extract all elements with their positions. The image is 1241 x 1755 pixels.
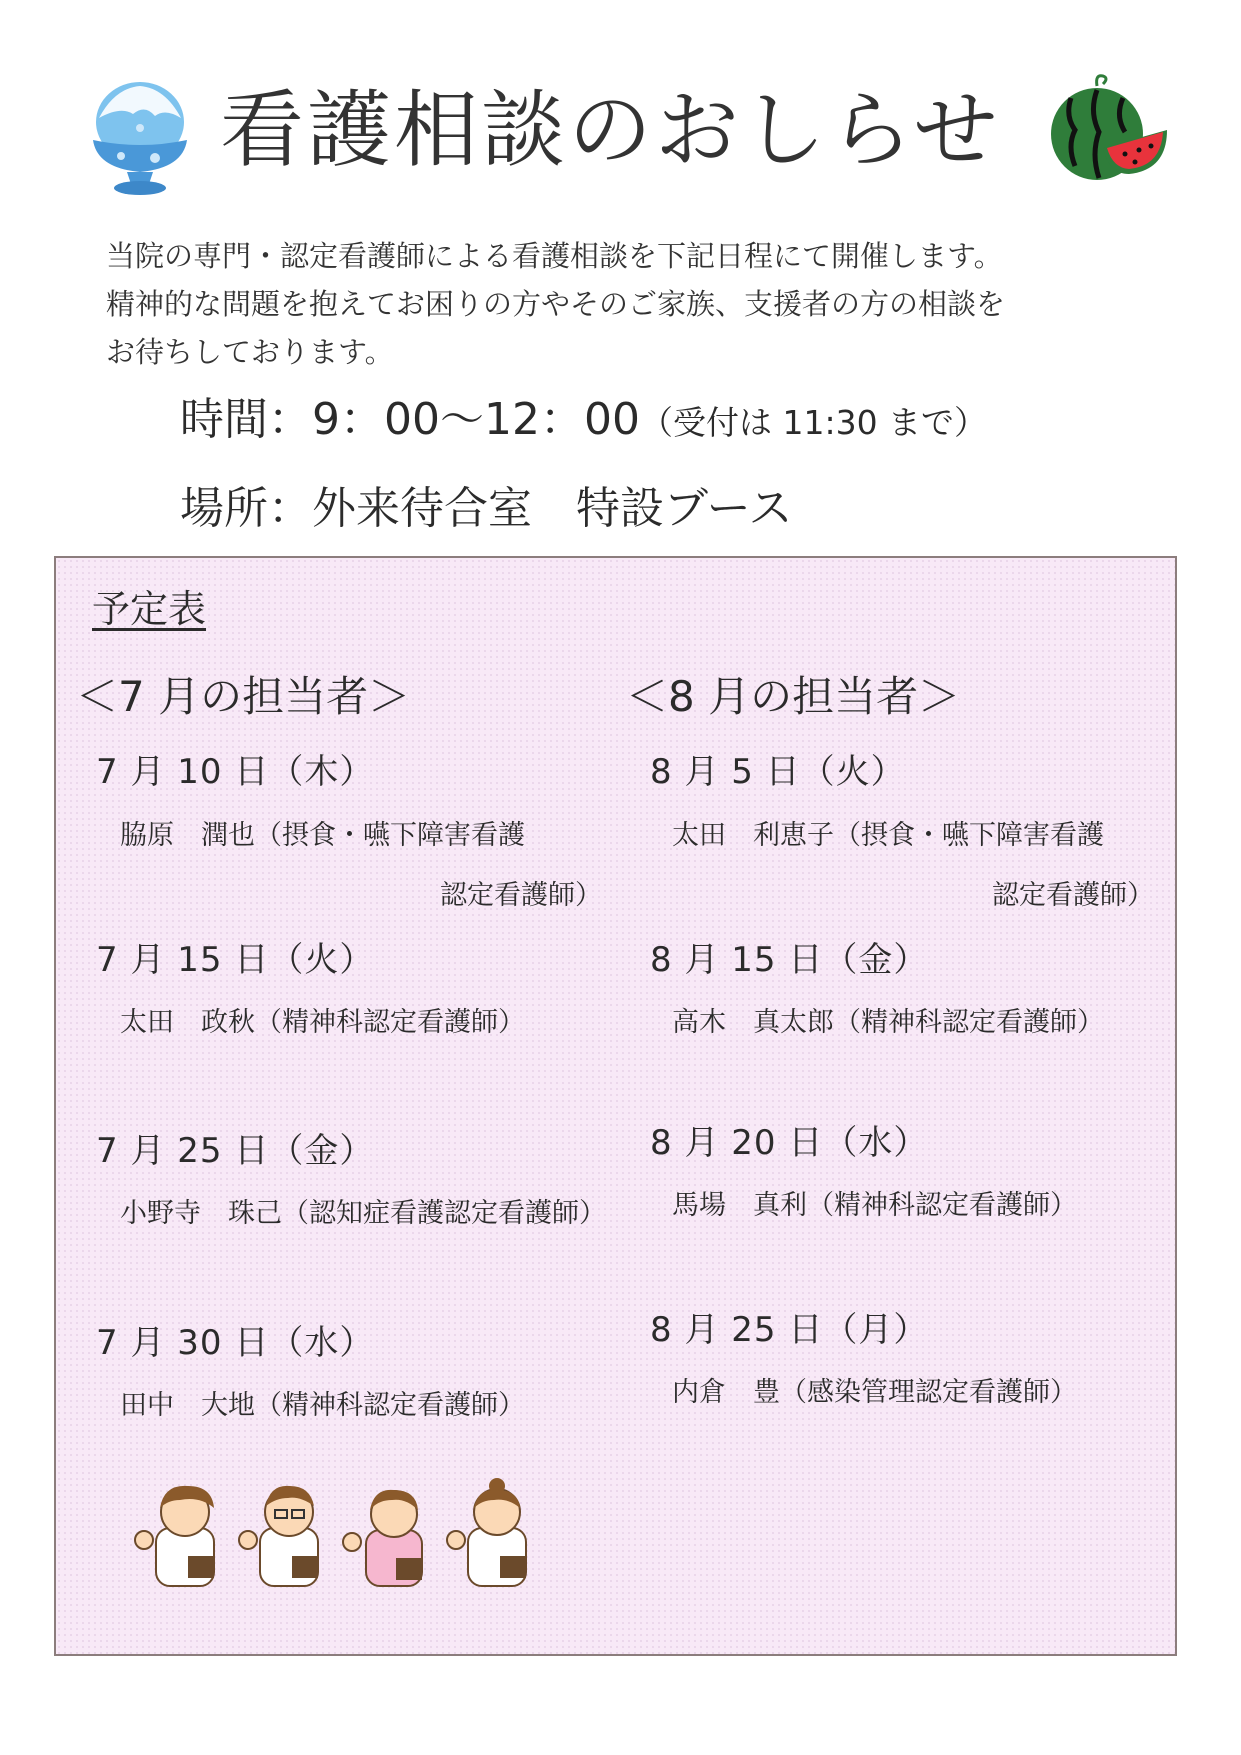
august-entry-2-person: 高木 真太郎（精神科認定看護師） [672, 1007, 1104, 1038]
august-entry-3-person: 馬場 真利（精神科認定看護師） [672, 1190, 1077, 1221]
july-entry-3-date: 7 月 25 日（金） [96, 1131, 375, 1171]
time-info [180, 394, 988, 445]
time-value: 9：00～12：00 [312, 394, 640, 445]
intro-text-line-2: 精神的な問題を抱えてお困りの方やそのご家族、支援者の方の相談を [106, 287, 1006, 321]
nurse-figure-3 [343, 1490, 422, 1586]
august-entry-4-date: 8 月 25 日（月） [650, 1310, 929, 1350]
schedule-heading: 予定表 [92, 587, 207, 631]
shaved-ice-icon [85, 78, 195, 198]
intro-text-line-1: 当院の専門・認定看護師による看護相談を下記日程にて開催します。 [106, 239, 1003, 273]
july-entry-2-date: 7 月 15 日（火） [96, 940, 375, 980]
july-entry-1-person-cont: 認定看護師） [440, 880, 602, 911]
nurse-figure-1 [135, 1486, 214, 1586]
august-entry-1-person-cont: 認定看護師） [992, 880, 1154, 911]
time-note: （受付は 11:30 まで） [639, 403, 988, 442]
nurses-illustration [130, 1478, 550, 1588]
place-label: 場所： [180, 483, 312, 534]
nurse-figure-2 [239, 1486, 318, 1586]
august-entry-4-person: 内倉 豊（感染管理認定看護師） [672, 1377, 1077, 1408]
watermelon-icon [1045, 70, 1170, 190]
july-heading: ＜7 月の担当者＞ [76, 672, 411, 721]
july-entry-2-person: 太田 政秋（精神科認定看護師） [120, 1007, 525, 1038]
july-entry-4-person: 田中 大地（精神科認定看護師） [120, 1390, 525, 1421]
nurse-figure-4 [447, 1478, 526, 1586]
time-label: 時間： [180, 394, 312, 445]
july-entry-1-date: 7 月 10 日（木） [96, 752, 375, 792]
place-value: 外来待合室 特設ブース [312, 483, 793, 534]
july-entry-3-person: 小野寺 珠己（認知症看護認定看護師） [120, 1198, 606, 1229]
august-entry-3-date: 8 月 20 日（水） [650, 1123, 929, 1163]
august-entry-2-date: 8 月 15 日（金） [650, 940, 929, 980]
august-entry-1-person: 太田 利恵子（摂食・嚥下障害看護 [672, 820, 1104, 851]
july-entry-4-date: 7 月 30 日（水） [96, 1323, 375, 1363]
intro-text-line-3: お待ちしております。 [106, 335, 394, 369]
august-heading: ＜8 月の担当者＞ [626, 672, 961, 721]
august-entry-1-date: 8 月 5 日（火） [650, 752, 906, 792]
july-entry-1-person: 脇原 潤也（摂食・嚥下障害看護 [120, 820, 525, 851]
page-title: 看護相談のおしらせ [220, 81, 1001, 179]
place-info [180, 483, 793, 534]
